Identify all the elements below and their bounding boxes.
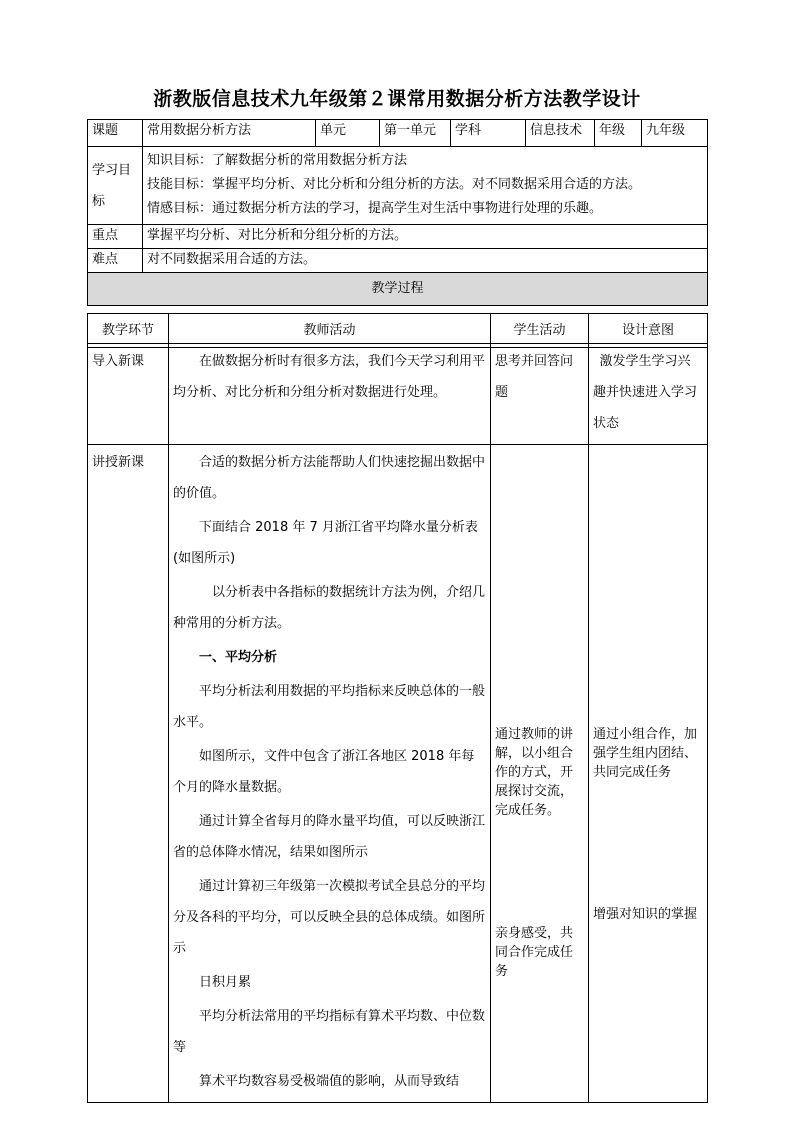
subject-label: 学科	[451, 120, 526, 147]
column-header-stage: 教学环节	[88, 314, 169, 348]
new-lesson-student	[491, 445, 589, 1103]
teacher-para: 通过计算初三年级第一次模拟考试全县总分的平均分及各科的平均分，可以反映全县的总体成绩。如图所示	[173, 879, 486, 956]
difficulty-row	[88, 249, 708, 273]
column-header-table	[87, 313, 708, 348]
objective-emotion: 情感目标：通过数据分析方法的学习，提高学生对生活中事物进行处理的乐趣。	[147, 201, 603, 216]
column-header-row	[88, 314, 708, 348]
new-lesson-intent	[589, 445, 708, 1103]
unit-value: 第一单元	[380, 120, 451, 147]
intro-student: 思考并回答问题	[491, 344, 589, 445]
key-point-row	[88, 225, 708, 249]
topic-value: 常用数据分析方法	[143, 120, 316, 147]
new-lesson-stage: 讲授新课	[88, 445, 169, 1103]
new-lesson-teacher	[169, 445, 491, 1103]
intent-note-mastery: 增强对知识的掌握	[593, 907, 698, 922]
grade-value: 九年级	[642, 120, 708, 147]
difficulty-value: 对不同数据采用合适的方法。	[143, 249, 708, 273]
teacher-para: 通过计算全省每月的降水量平均值，可以反映浙江省的总体降水情况，结果如图所示	[173, 814, 486, 860]
objectives-content	[143, 147, 708, 225]
intro-intent	[589, 344, 708, 445]
lesson-plan-table	[87, 119, 708, 306]
column-header-student: 学生活动	[491, 314, 589, 348]
objective-skill: 技能目标：掌握平均分析、对比分析和分组分析的方法。对不同数据采用合适的方法。	[147, 177, 642, 192]
teacher-para: 以分析表中各指标的数据统计方法为例，介绍几种常用的分析方法。	[173, 585, 486, 631]
intro-intent-text: 激发学生学习兴趣并快速进入学习状态	[593, 354, 698, 431]
teacher-para: 日积月累	[199, 975, 252, 990]
key-point-label: 重点	[88, 225, 143, 249]
teacher-para: 如图所示，文件中包含了浙江各地区 2018 年每个月的降水量数据。	[173, 749, 475, 795]
section-heading-average: 一、平均分析	[199, 650, 278, 665]
teacher-para: 算术平均数容易受极端值的影响，从而导致结	[199, 1074, 460, 1089]
teacher-para: 平均分析法利用数据的平均指标来反映总体的一般水平。	[173, 684, 486, 730]
teacher-para: 合适的数据分析方法能帮助人们快速挖掘出数据中的价值。	[173, 455, 486, 501]
intro-stage: 导入新课	[88, 344, 169, 445]
intro-row	[88, 344, 708, 445]
intro-teacher-text: 在做数据分析时有很多方法，我们今天学习利用平均分析、对比分析和分组分析对数据进行处理。	[173, 354, 486, 400]
grade-label: 年级	[595, 120, 642, 147]
subject-value: 信息技术	[526, 120, 595, 147]
intro-teacher	[169, 344, 491, 445]
process-header-row	[88, 273, 708, 306]
teacher-para: 平均分析法常用的平均指标有算术平均数、中位数等	[173, 1009, 486, 1055]
key-point-value: 掌握平均分析、对比分析和分组分析的方法。	[143, 225, 708, 249]
difficulty-label: 难点	[88, 249, 143, 273]
page-title: 浙教版信息技术九年级第２课常用数据分析方法教学设计	[153, 88, 641, 110]
student-note-practice: 亲身感受，共同合作完成任务	[495, 926, 574, 979]
new-lesson-row	[88, 445, 708, 1103]
student-note-group: 通过教师的讲解，以小组合作的方式，开展探讨交流，完成任务。	[495, 727, 574, 818]
objectives-row	[88, 147, 708, 225]
process-table	[87, 343, 708, 1103]
topic-label: 课题	[88, 120, 143, 147]
objectives-label: 学习目标	[88, 147, 143, 225]
column-header-intent: 设计意图	[589, 314, 708, 348]
objective-knowledge: 知识目标：了解数据分析的常用数据分析方法	[147, 153, 408, 168]
intent-note-group: 通过小组合作，加强学生组内团结、共同完成任务	[593, 727, 698, 780]
info-row	[88, 120, 708, 147]
unit-label: 单元	[316, 120, 380, 147]
column-header-teacher: 教师活动	[169, 314, 491, 348]
process-header: 教学过程	[88, 273, 708, 306]
teacher-para: 下面结合 2018 年 7 月浙江省平均降水量分析表(如图所示)	[173, 520, 478, 566]
